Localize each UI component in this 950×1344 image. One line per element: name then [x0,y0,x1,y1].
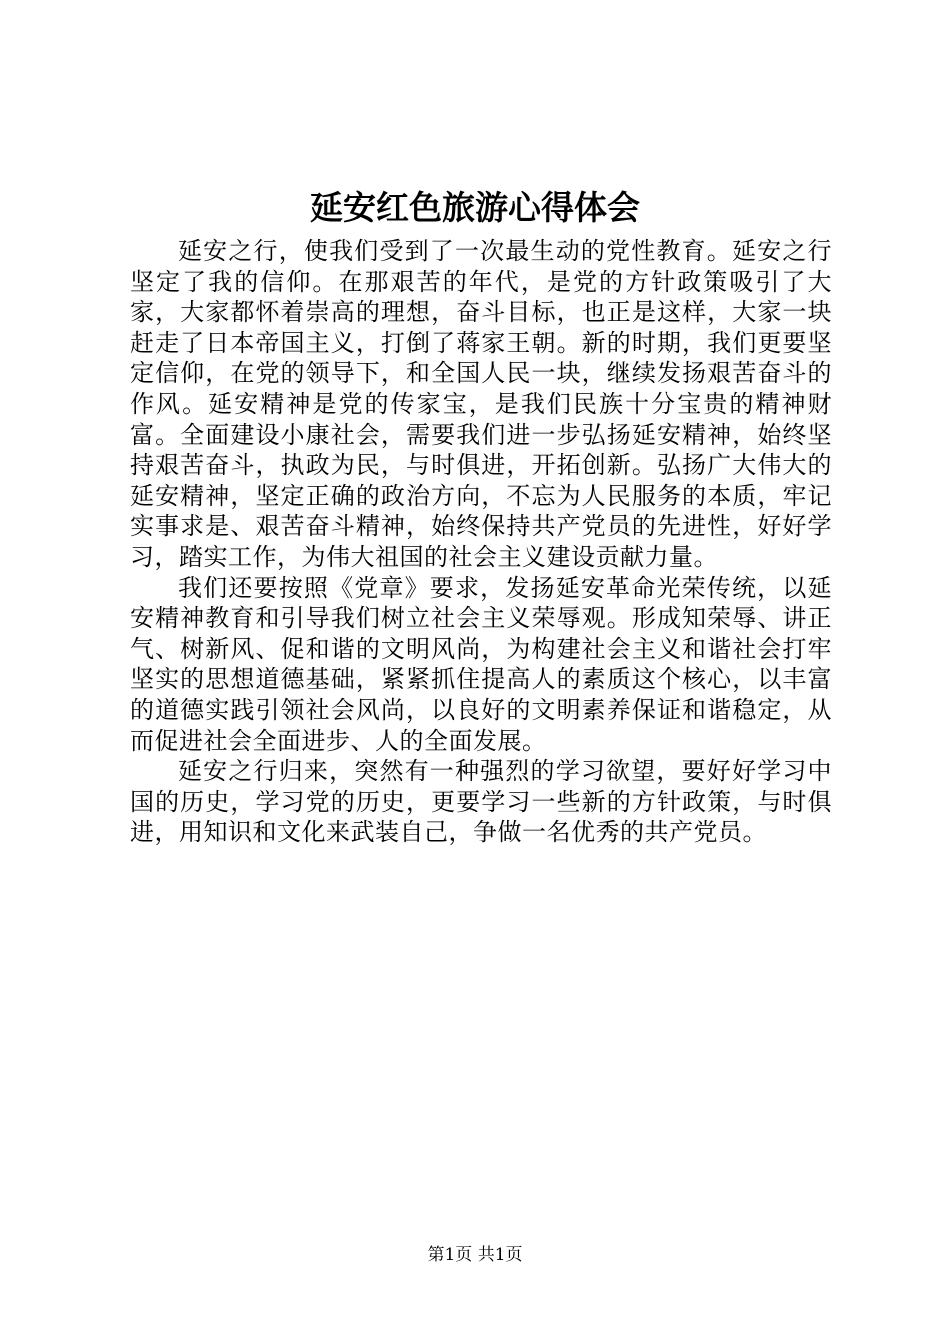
paragraph-1: 延安之行，使我们受到了一次最生动的党性教育。延安之行坚定了我的信仰。在那艰苦的年代，是党的方针政策吸引了大家，大家都怀着崇高的理想，奋斗目标，也正是这样，大家一块赶走了日本帝国主义，打倒了蒋家王朝。新的时期，我们更要坚定信仰，在党的领导下，和全国人民一块，继续发扬艰苦奋斗的作风。延安精神是党的传家宝，是我们民族十分宝贵的精神财富。全面建设小康社会，需要我们进一步弘扬延安精神，始终坚持艰苦奋斗，执政为民，与时俱进，开拓创新。弘扬广大伟大的延安精神，坚定正确的政治方向，不忘为人民服务的本质，牢记实事求是、艰苦奋斗精神，始终保持共产党员的先进性，好好学习，踏实工作，为伟大祖国的社会主义建设贡献力量。 [130,237,832,571]
paragraph-2: 我们还要按照《党章》要求，发扬延安革命光荣传统，以延安精神教育和引导我们树立社会主义荣辱观。形成知荣辱、讲正气、树新风、促和谐的文明风尚，为构建社会主义和谐社会打牢坚实的思想道德基础，紧紧抓住提高人的素质这个核心，以丰富的道德实践引领社会风尚，以良好的文明素养保证和谐稳定，从而促进社会全面进步、人的全面发展。 [130,573,832,755]
page-footer: 第1页 共1页 [427,1245,523,1265]
paragraph-3: 延安之行归来，突然有一种强烈的学习欲望，要好好学习中国的历史，学习党的历史，更要学习一些新的方针政策，与时俱进，用知识和文化来武装自己，争做一名优秀的共产党员。 [130,757,832,847]
document-title: 延安红色旅游心得体会 [310,188,640,227]
document-body [130,236,832,848]
